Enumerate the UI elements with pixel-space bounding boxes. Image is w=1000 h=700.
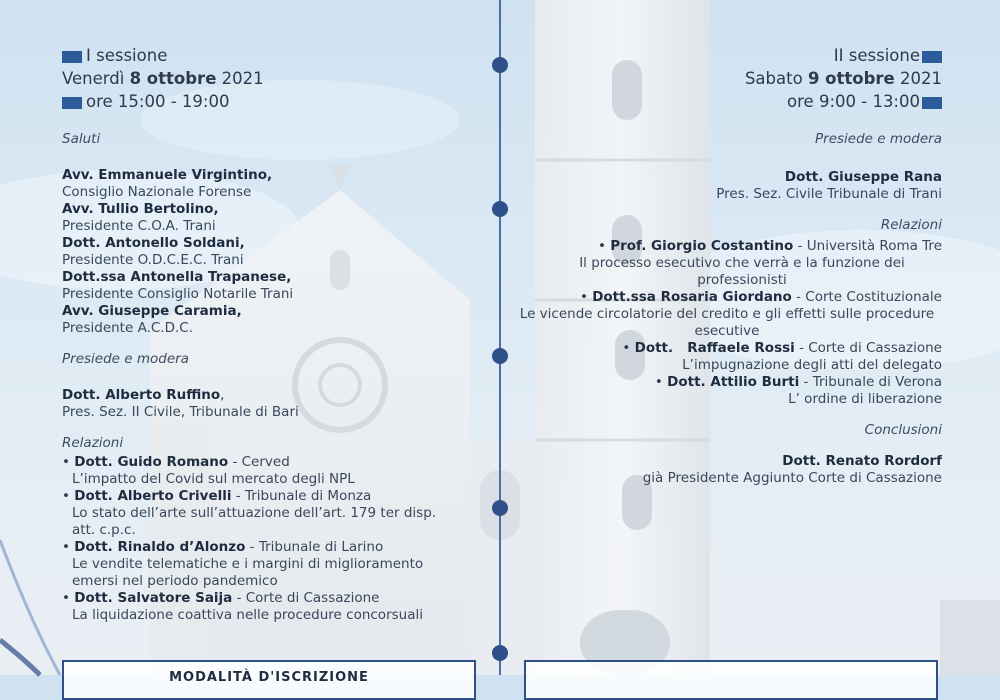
presiede-heading: Presiede e modera [815,131,942,147]
moderator-name: Dott. Alberto Ruffino [62,387,221,403]
speaker-name: Dott.ssa Rosaria Giordano [592,289,792,305]
speaker-org: - Cerved [228,454,290,470]
timeline-dot [492,348,508,364]
info-box [524,660,938,700]
speaker-name: Prof. Giorgio Costantino [610,238,794,254]
list-item [512,374,942,408]
session-one-column [62,44,482,624]
square-marker-icon [62,97,82,109]
bullet-icon: • [62,539,75,555]
talk-topic: La liquidazione coattiva nelle procedure concorsuali [72,607,423,623]
speaker-role: Presidente O.D.C.E.C. Trani [62,252,244,268]
speaker-org: - Corte Costituzionale [791,289,942,305]
speaker-role: Presidente A.C.D.C. [62,320,193,336]
presiede-heading: Presiede e modera [62,351,189,367]
date-year: 2021 [216,69,264,88]
talk-topic: Le vicende circolatorie del credito e gli effetti sulle procedure esecutive [519,306,935,339]
speaker-name: Dott. Alberto Crivelli [74,488,232,504]
speaker-name: Dott.ssa Antonella Trapanese, [62,269,292,285]
list-item [62,590,482,624]
date-prefix: Venerdì [62,69,130,88]
speaker-name: Avv. Emmanuele Virgintino, [62,167,273,183]
square-marker-icon [922,97,942,109]
date-year: 2021 [894,69,942,88]
speaker-name: Dott. Antonello Soldani, [62,235,245,251]
speaker-name: Dott. Rinaldo d’Alonzo [74,539,246,555]
square-marker-icon [62,51,82,63]
speaker-org: - Università Roma Tre [793,238,942,254]
relazioni-list [512,238,942,408]
bullet-icon: • [579,289,593,305]
talk-topic: Lo stato dell’arte sull’attuazione dell’art. 179 ter disp. att. c.p.c. [72,505,437,538]
speaker-org: - Tribunale di Larino [245,539,384,555]
talk-topic: Il processo esecutivo che verrà e la funzione dei professionisti [579,255,905,288]
session-two-title [512,44,942,67]
talk-topic: L’ ordine di liberazione [788,391,942,407]
bullet-icon: • [622,340,635,356]
speaker-name: Dott. Attilio Burti [667,374,800,390]
session-one-title [62,44,482,67]
speaker-org: - Tribunale di Monza [231,488,372,504]
talk-topic: Le vendite telematiche e i margini di miglioramento emersi nel periodo pandemico [72,556,424,589]
speaker-org: - Corte di Cassazione [232,590,380,606]
date-prefix: Sabato [744,69,808,88]
session-one-date [62,67,482,90]
time-label: ore 9:00 - 13:00 [787,92,920,111]
speaker-org: - Corte di Cassazione [794,340,942,356]
registration-title: MODALITÀ D'ISCRIZIONE [169,670,369,685]
speaker-name: Dott. Raffaele Rossi [634,340,795,356]
saluti-heading: Saluti [62,131,101,147]
timeline-dot [492,500,508,516]
saluti-list [62,167,482,337]
list-item [62,539,482,590]
closing-speaker-name: Dott. Renato Rordorf [782,453,942,469]
bullet-icon: • [654,374,668,390]
speaker-name: Avv. Giuseppe Caramia, [62,303,242,319]
bullet-icon: • [62,590,75,606]
speaker-name: Dott. Guido Romano [74,454,229,470]
square-marker-icon [922,51,942,63]
session-label: I sessione [86,46,168,65]
list-item [512,289,942,340]
speaker-role: Presidente Consiglio Notarile Trani [62,286,294,302]
list-item [512,340,942,374]
date-bold: 8 ottobre [129,69,217,88]
timeline-line [499,0,501,675]
speaker-name: Avv. Tullio Bertolino, [62,201,219,217]
session-two-date [512,67,942,90]
talk-topic: L’impatto del Covid sul mercato degli NPL [72,471,355,487]
moderator-comma: , [220,387,225,403]
relazioni-list [62,454,482,624]
time-label: ore 15:00 - 19:00 [86,92,230,111]
speaker-role: Presidente C.O.A. Trani [62,218,216,234]
relazioni-heading: Relazioni [880,217,942,233]
list-item [512,238,942,289]
moderator-role: Pres. Sez. Civile Tribunale di Trani [716,186,942,202]
list-item [62,454,482,488]
closing-speaker-role: già Presidente Aggiunto Corte di Cassazione [642,470,942,486]
moderator-name: Dott. Giuseppe Rana [784,169,942,185]
relazioni-heading: Relazioni [62,435,124,451]
timeline-dot [492,645,508,661]
bullet-icon: • [62,488,75,504]
session-two-time [512,90,942,113]
talk-topic: L’impugnazione degli atti del delegato [682,357,942,373]
conclusioni-heading: Conclusioni [864,422,942,438]
session-label: II sessione [833,46,920,65]
speaker-role: Consiglio Nazionale Forense [62,184,252,200]
moderator-role: Pres. Sez. II Civile, Tribunale di Bari [62,404,299,420]
timeline-dot [492,201,508,217]
speaker-name: Dott. Salvatore Saija [74,590,233,606]
date-bold: 9 ottobre [807,69,895,88]
registration-box [62,660,476,700]
bullet-icon: • [597,238,611,254]
session-one-time [62,90,482,113]
timeline-dot [492,57,508,73]
speaker-org: - Tribunale di Verona [799,374,942,390]
list-item [62,488,482,539]
session-two-column [512,44,942,487]
bullet-icon: • [62,454,75,470]
